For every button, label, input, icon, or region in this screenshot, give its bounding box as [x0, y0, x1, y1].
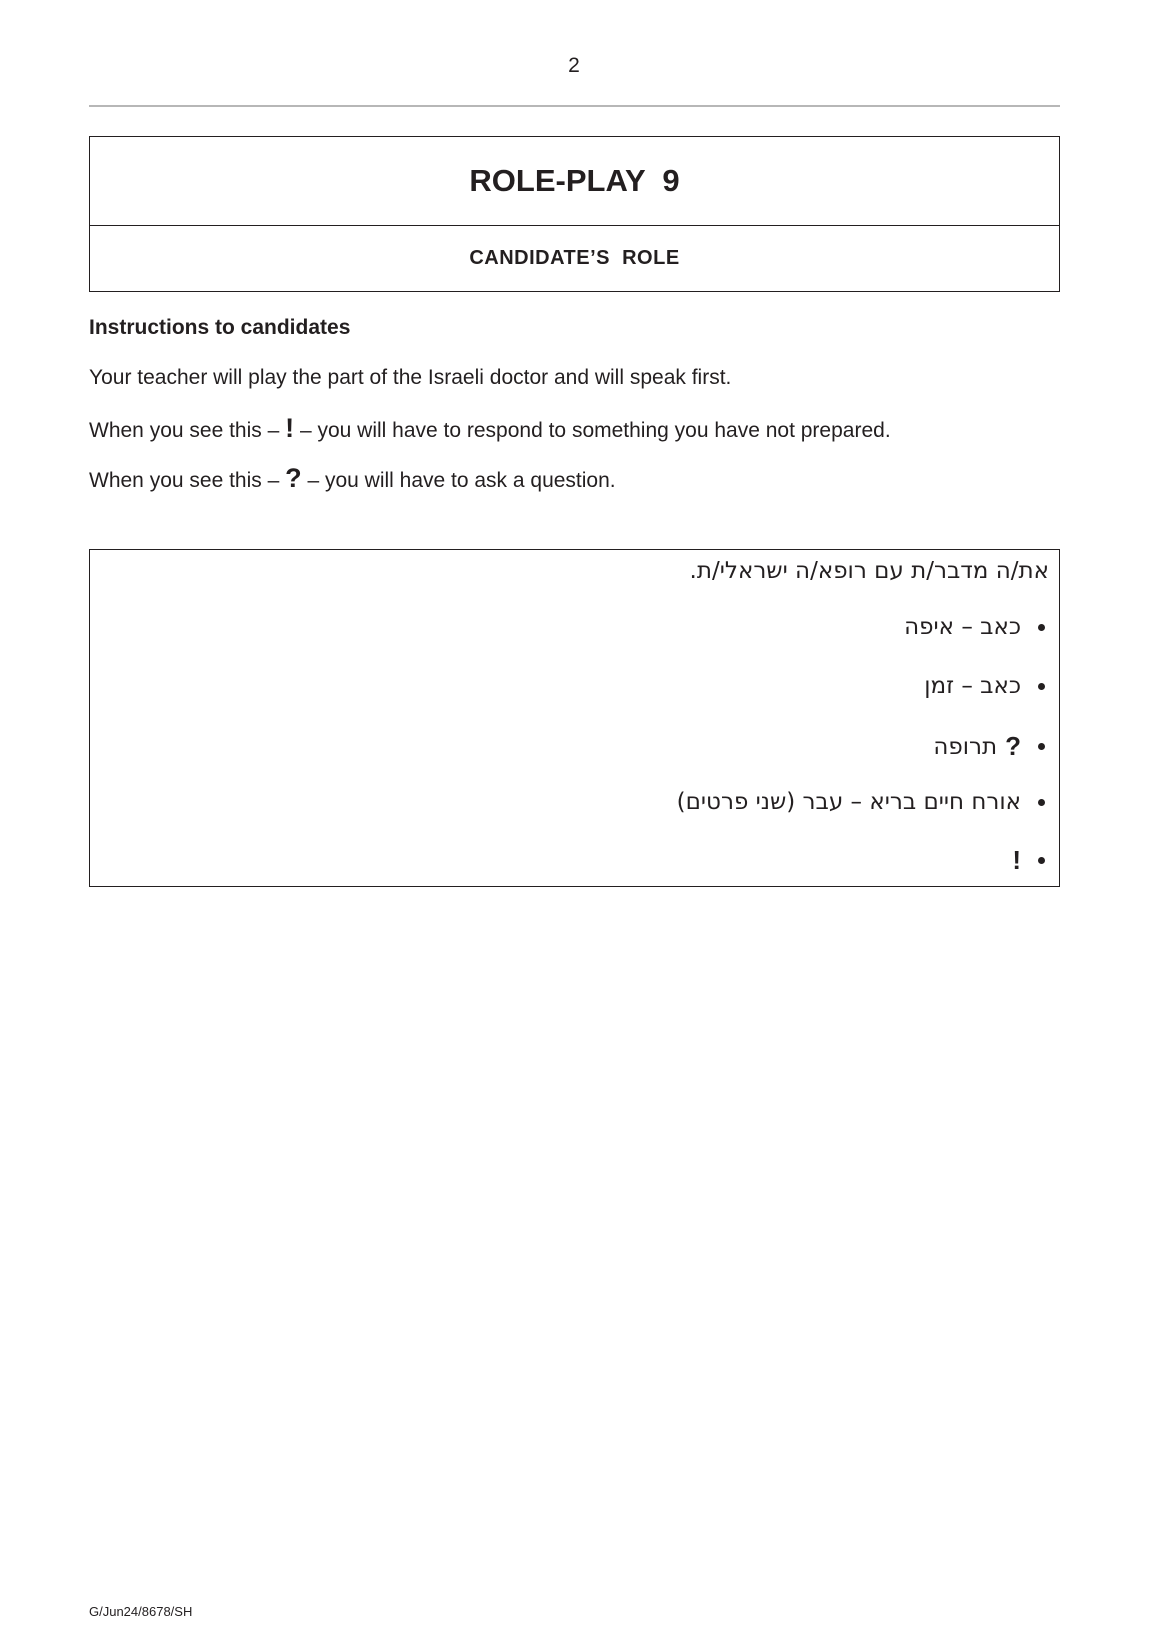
- exclamation-mark-icon: !: [1012, 845, 1021, 875]
- exclamation-symbol: !: [285, 413, 295, 443]
- instruction-suffix: – you will have to ask a question.: [301, 469, 616, 492]
- page-number: 2: [568, 54, 580, 77]
- task-item-text: תרופה: [933, 733, 998, 760]
- task-item: [933, 731, 1045, 762]
- task-item: [924, 673, 1045, 699]
- task-item: [1004, 845, 1045, 876]
- task-item-text: אורח חיים בריא – עבר (שני פרטים): [676, 789, 1021, 815]
- instruction-teacher-line: Your teacher will play the part of the Israeli doctor and will speak first.: [89, 366, 732, 389]
- header-divider: [89, 105, 1060, 107]
- role-play-header-box: [89, 136, 1060, 292]
- bullet-icon: [1038, 624, 1045, 631]
- question-mark-icon: ?: [1005, 731, 1021, 761]
- bullet-icon: [1038, 743, 1045, 750]
- scenario-text: את/ה מדבר/ת עם רופא/ה ישראלי/ת.: [689, 558, 1049, 584]
- task-box: [89, 549, 1060, 887]
- instruction-suffix: – you will have to respond to something you have not prepared.: [294, 419, 891, 442]
- candidate-role-subtitle: CANDIDATE’S ROLE: [469, 247, 680, 269]
- instruction-prefix: When you see this –: [89, 469, 286, 492]
- task-item-text: כאב – איפה: [904, 614, 1021, 640]
- instructions-heading: Instructions to candidates: [89, 316, 351, 339]
- instruction-unprepared-line: [89, 413, 891, 444]
- bullet-icon: [1038, 799, 1045, 806]
- task-item: [904, 614, 1045, 640]
- instruction-question-line: [89, 463, 616, 494]
- bullet-icon: [1038, 857, 1045, 864]
- role-play-title: ROLE-PLAY 9: [90, 137, 1059, 226]
- task-item: [677, 789, 1045, 815]
- bullet-icon: [1038, 683, 1045, 690]
- document-code: G/Jun24/8678/SH: [89, 1604, 193, 1619]
- task-item-text: כאב – זמן: [924, 673, 1021, 699]
- question-symbol: ?: [285, 463, 302, 493]
- instruction-prefix: When you see this –: [89, 419, 286, 442]
